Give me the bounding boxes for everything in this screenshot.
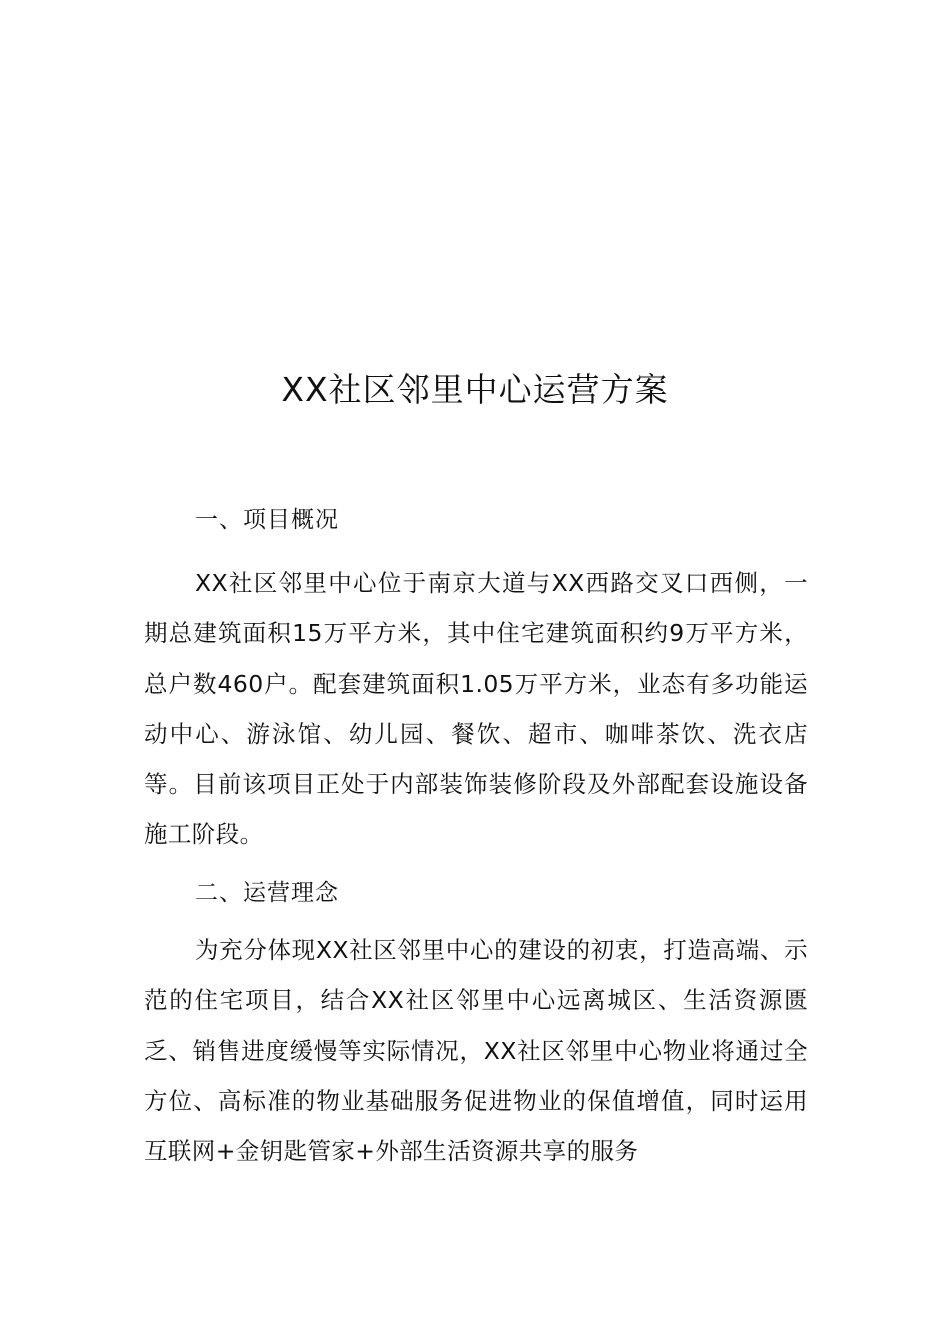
section-heading-project-overview: 一、项目概况 xyxy=(195,507,339,533)
paragraph-operation-concept: 为充分体现XX社区邻里中心的建设的初衷，打造高端、示范的住宅项目，结合XX社区邻里中心远离城区、生活资源匮乏、销售进度缓慢等实际情况，XX社区邻里中心物业将通过全方位、高标准的物业基础服务促进物业的保值增值，同时运用互联网+金钥匙管家+外部生活资源共享的服务 xyxy=(144,936,808,1166)
paragraph-project-overview: XX社区邻里中心位于南京大道与XX西路交叉口西侧，一期总建筑面积15万平方米，其中住宅建筑面积约9万平方米，总户数460户。配套建筑面积1.05万平方米，业态有多功能运动中心、游泳馆、幼儿园、餐饮、超市、咖啡茶饮、洗衣店等。目前该项目正处于内部装饰装修阶段及外部配套设施设备施工阶段。 xyxy=(144,569,808,849)
section-heading-operation-concept: 二、运营理念 xyxy=(195,880,339,906)
document-title: XX社区邻里中心运营方案 xyxy=(281,370,669,409)
